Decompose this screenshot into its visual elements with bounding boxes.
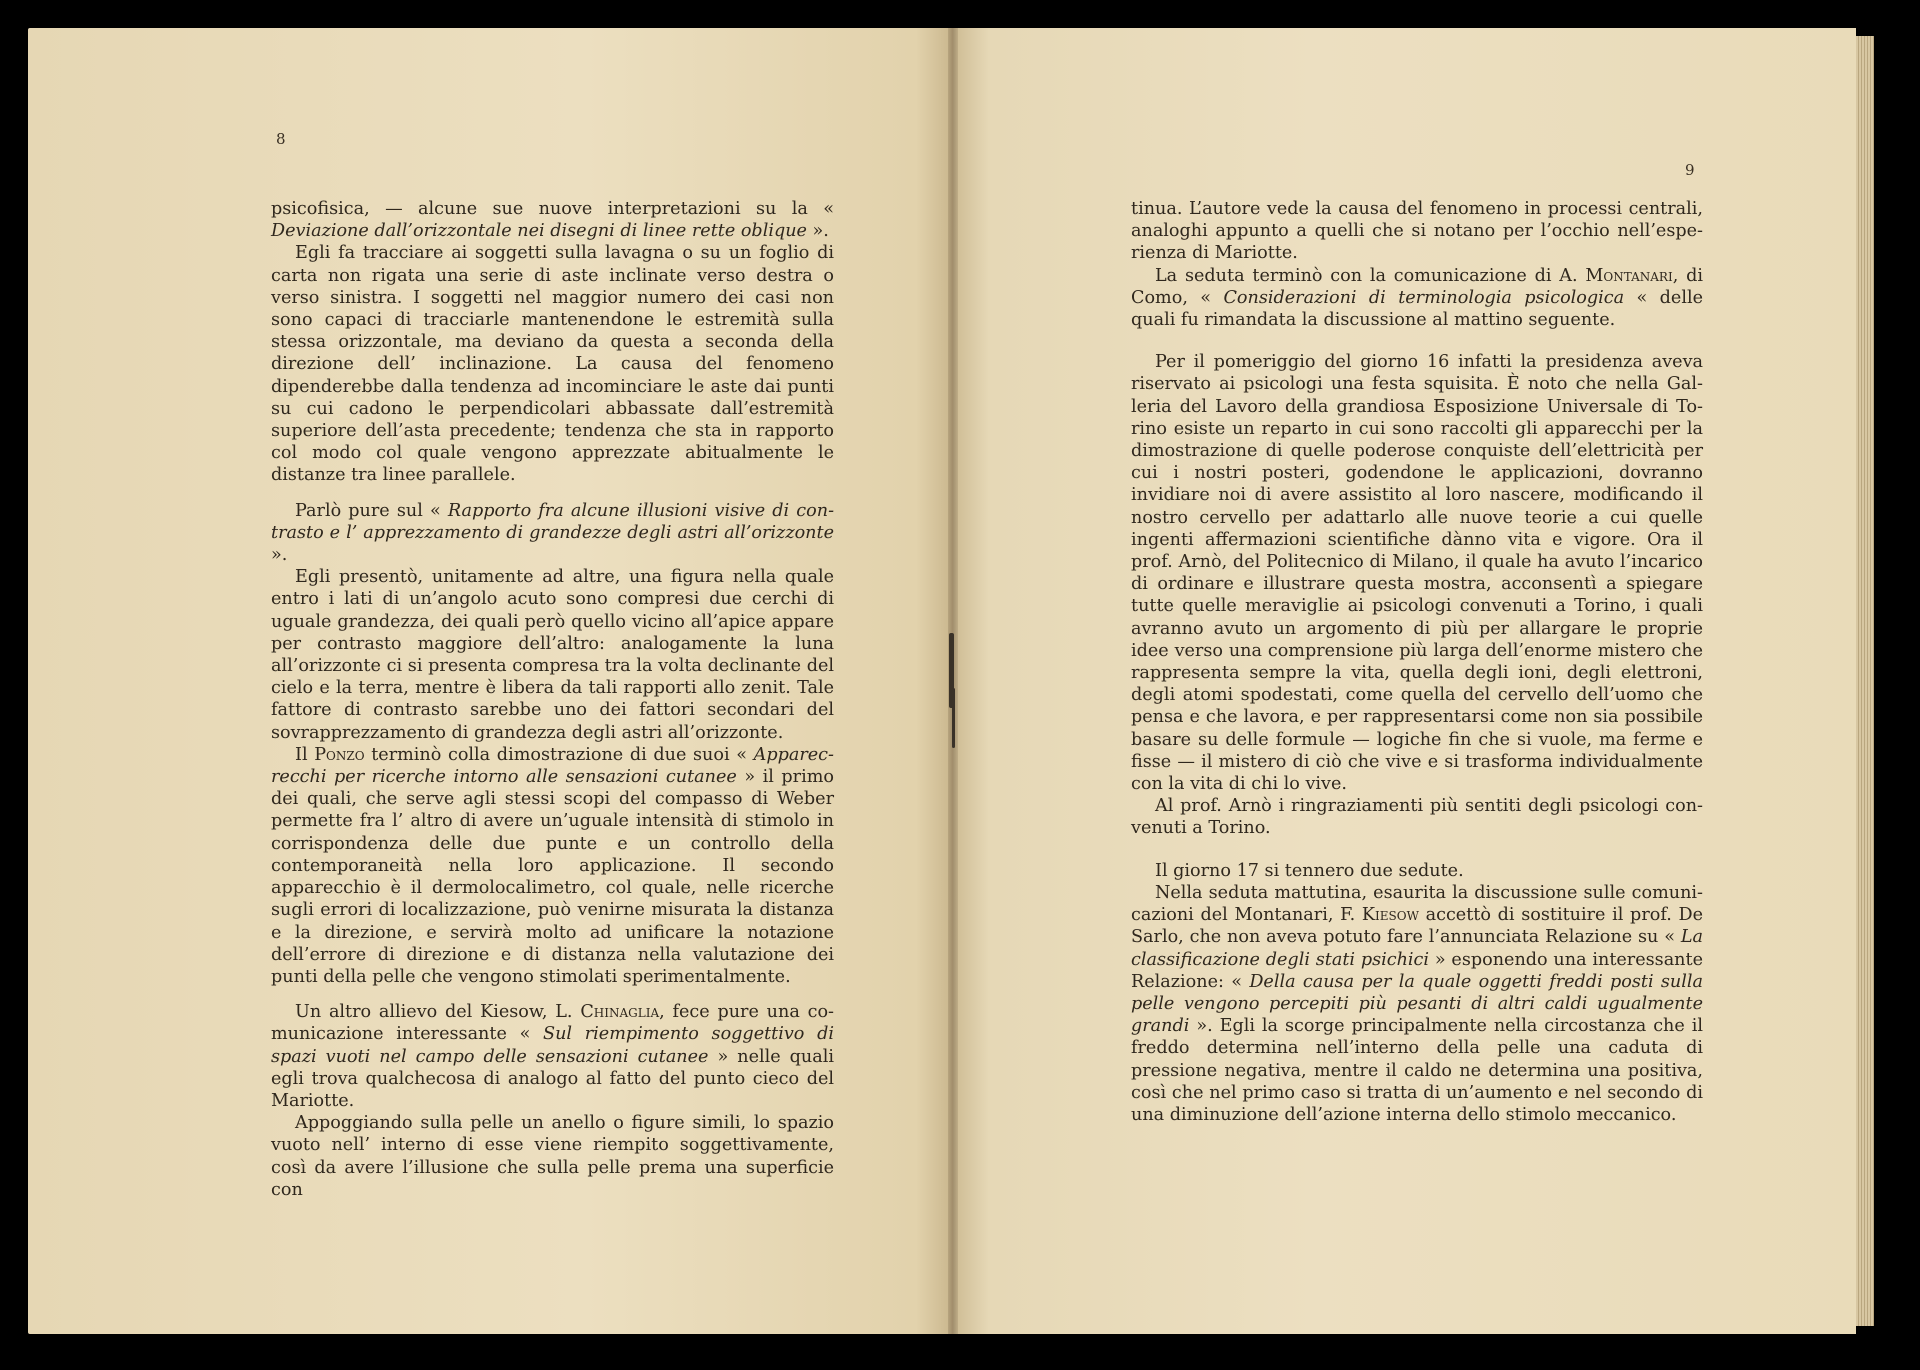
- left-page-text: [271, 198, 834, 1201]
- left-page: [28, 28, 953, 1334]
- paragraph: Nella seduta mattutina, esaurita la discussione sulle comunicazioni del Montanari, F. Kiesow accettò di sostituire il prof. De Sarlo, che non aveva potuto fare l’annunciata Relazione su « La classificazione degli stati psichici » esponendo una interessante Relazione: « Della causa per la quale oggetti freddi posti sulla pelle vengono percepiti più pesanti di altri caldi ugualmente grandi ». Egli la scorge principalmente nella circostanza che il freddo determina nell’interno della pelle una caduta di pressione negativa, mentre il caldo ne determina una positiva, così che nel primo caso si tratta di un’aumento e nel secondo di una diminuzione dell’azione interna dello stimolo meccanico.: [1131, 882, 1704, 1125]
- open-book: [28, 28, 1856, 1334]
- right-page-text: [1131, 198, 1703, 1126]
- right-page: [953, 28, 1856, 1334]
- paragraph: Il Ponzo terminò colla dimostrazione di due suoi « Apparecrecchi per ricerche intorno alle sensazioni cutanee » il primo dei quali, che serve agli stessi scopi del compasso di Weber permette fra l’ altro di avere un’uguale intensità di stimolo in corrispondenza delle due punte e un controllo della contemporaneità nella loro applicazione. Il secondo apparecchio è il dermolocalimetro, col quale, nelle ricerche sugli errori di localizzazione, può venirne misurata la distanza e la direzione, e servirà molto ad unificare la notazione dell’errore di direzione e di distanza nella valutazione dei punti della pelle che vengono stimolati sperimentalmente.: [271, 744, 834, 987]
- paragraph: La seduta terminò con la comunicazione di A. Montanari, di Como, « Considerazioni di terminologia psicologica « delle quali fu rimandata la discussione al mattino seguente.: [1131, 265, 1703, 331]
- paragraph: tinua. L’autore vede la causa del fenomeno in processi centrali, analoghi appunto a quelli che si notano per l’occhio nell’esperienza di Mariotte.: [1131, 199, 1703, 264]
- paragraph: Parlò pure sul « Rapporto fra alcune illusioni visive di contrasto e l’ apprezzamento di grandezze degli astri all’orizzonte ».: [271, 500, 835, 566]
- paragraph: Al prof. Arnò i ringraziamenti più sentiti degli psicologi convenuti a Torino.: [1131, 796, 1703, 839]
- page-edges: [1856, 36, 1874, 1326]
- paragraph: Egli fa tracciare ai soggetti sulla lavagna o su un foglio di carta non rigata una serie di aste inclinate verso destra o verso sinistra. I soggetti nel maggior numero dei casi non sono capaci di tracciarle mantenendone le estremità sulla stessa orizzontale, ma deviano da questa a seconda della direzione dell’ inclinazione. La causa del fenomeno dipenderebbe dalla tendenza ad incominciare le aste dai punti su cui cadono le perpendicolari abbassate dall’estremità superiore dell’asta precedente; tendenza che sta in rapporto col modo col quale vengono apprezzate abitualmente le distanze tra linee parallele.: [271, 243, 834, 486]
- page-number: 8: [276, 130, 286, 148]
- page-number: 9: [1685, 161, 1695, 179]
- paragraph: Appoggiando sulla pelle un anello o figure simili, lo spazio vuoto nell’ interno di esse viene riempito soggettivamente, così da avere l’illusione che sulla pelle prema una superficie con: [271, 1113, 834, 1200]
- paragraph: psicofisica, — alcune sue nuove interpretazioni su la « Deviazione dall’orizzontale nei disegni di linee rette oblique ».: [271, 199, 834, 242]
- paragraph: Egli presentò, unitamente ad altre, una figura nella quale entro i lati di un’angolo acuto sono compresi due cerchi di uguale grandezza, dei quali però quello vicino all’apice appare per contrasto maggiore dell’altro: analogamente la luna all’orizzonte ci si presenta compresa tra la volta declinante del cielo e la terra, mentre è libera da tali rapporti allo zenit. Tale fattore di contrasto sarebbe uno dei fattori secondari del sovrapprezzamento di grandezza degli astri all’orizzonte.: [271, 567, 834, 743]
- paragraph: Un altro allievo del Kiesow, L. Chinaglia, fece pure una comunicazione interessante « Sul riempimento soggettivo di spazi vuoti nel campo delle sensazioni cutanee » nelle quali egli trova qualchecosa di analogo al fatto del punto cieco del Mariotte.: [271, 1002, 834, 1111]
- paragraph: Il giorno 17 si tennero due sedute.: [1155, 860, 1464, 881]
- paragraph: Per il pomeriggio del giorno 16 infatti la presidenza aveva riservato ai psicologi una festa squisita. È noto che nella Galleria del Lavoro della grandiosa Esposizione Universale di Torino esiste un reparto in cui sono raccolti gli apparecchi per la dimostrazione di quelle poderose conquiste dell’elettricità per cui i nostri posteri, godendone le applicazioni, dovranno invidiare noi di avere assistito al loro nascere, modificando il nostro cervello per adattarlo alle nuove teorie a cui quelle ingenti affermazioni scientifiche dànno vita e vigore. Ora il prof. Arnò, del Politecnico di Milano, il quale ha avuto l’incarico di ordinare e illustrare questa mostra, acconsentì a spiegare tutte quelle meraviglie ai psicologi convenuti a Torino, i quali avranno avuto un argomento di più per allargare le proprie idee verso una comprensione più larga dell’enorme mistero che rappresenta sempre la vita, quella degli ioni, degli elettroni, degli atomi spodestati, come quella del cervello dell’uomo che pensa e che lavora, e per rappresentarsi come non sia possibile basare su delle formule — logiche fin che si vuole, ma ferme e fisse — il mistero di ciò che vive e si trasforma individualmente con la vita di chi lo vive.: [1131, 352, 1703, 795]
- staple: [952, 688, 955, 748]
